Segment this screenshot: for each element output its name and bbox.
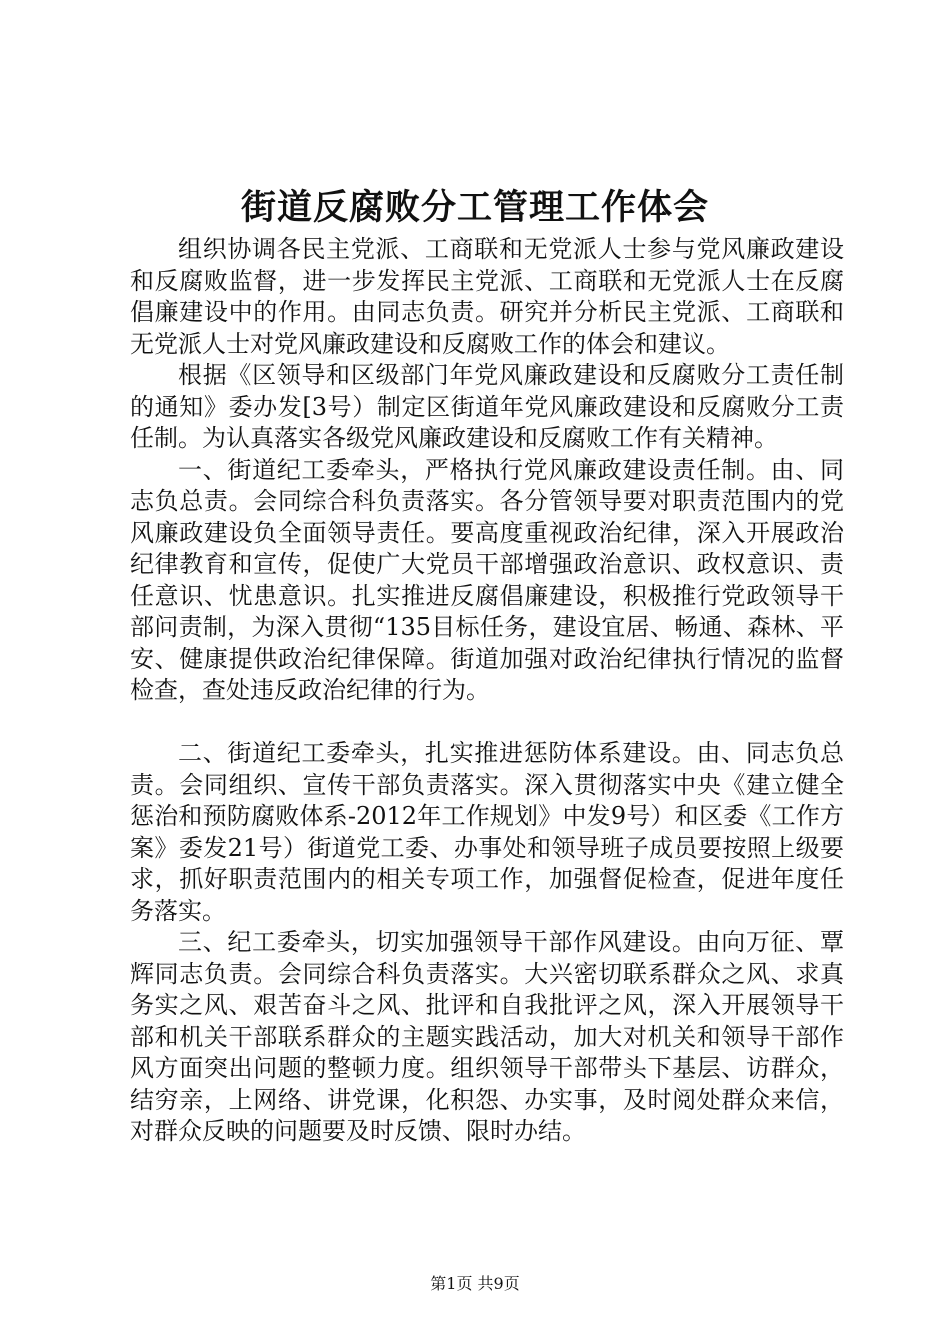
paragraph-5: 三、纪工委牵头，切实加强领导干部作风建设。由向万征、覃辉同志负责。会同综合科负责落实。大兴密切联系群众之风、求真务实之风、艰苦奋斗之风、批评和自我批评之风，深入开展领导干部和机关干部联系群众的主题实践活动，加大对机关和领导干部作风方面突出问题的整顿力度。组织领导干部带头下基层、访群众，结穷亲，上网络、讲党课，化积怨、办实事，及时阅处群众来信，对群众反映的问题要及时反馈、限时办结。 xyxy=(130,928,844,1145)
page-footer: 第1页 共9页 xyxy=(430,1274,520,1293)
paragraph-3: 一、街道纪工委牵头，严格执行党风廉政建设责任制。由、同志负总责。会同综合科负责落实。各分管领导要对职责范围内的党风廉政建设负全面领导责任。要高度重视政治纪律，深入开展政治纪律教育和宣传，促使广大党员干部增强政治意识、政权意识、责任意识、忧患意识。扎实推进反腐倡廉建设，积极推行党政领导干部问责制，为深入贯彻“135目标任务，建设宜居、畅通、森林、平安、健康提供政治纪律保障。街道加强对政治纪律执行情况的监督检查，查处违反政治纪律的行为。 xyxy=(130,455,844,704)
document-body xyxy=(130,234,844,1148)
document-title: 街道反腐败分工管理工作体会 xyxy=(240,187,709,228)
paragraph-1: 组织协调各民主党派、工商联和无党派人士参与党风廉政建设和反腐败监督，进一步发挥民主党派、工商联和无党派人士在反腐倡廉建设中的作用。由同志负责。研究并分析民主党派、工商联和无党派人士对党风廉政建设和反腐败工作的体会和建议。 xyxy=(130,235,844,358)
paragraph-2: 根据《区领导和区级部门年党风廉政建设和反腐败分工责任制的通知》委办发[3号）制定区街道年党风廉政建设和反腐败分工责任制。为认真落实各级党风廉政建设和反腐败工作有关精神。 xyxy=(130,361,844,452)
paragraph-4: 二、街道纪工委牵头，扎实推进惩防体系建设。由、同志负总责。会同组织、宣传干部负责落实。深入贯彻落实中央《建立健全惩治和预防腐败体系-2012年工作规划》中发9号）和区委《工作方案》委发21号）街道党工委、办事处和领导班子成员要按照上级要求，抓好职责范围内的相关专项工作，加强督促检查，促进年度任务落实。 xyxy=(130,739,844,925)
